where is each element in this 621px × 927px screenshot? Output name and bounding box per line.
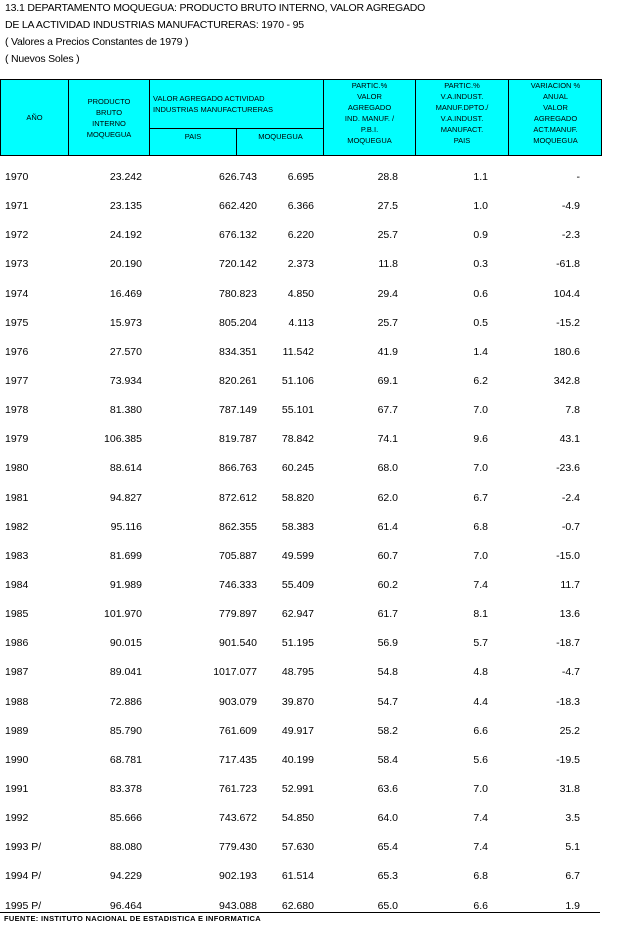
cell-year: 1987 [5, 666, 29, 679]
cell-year: 1980 [5, 462, 29, 475]
cell-year: 1977 [5, 374, 29, 387]
cell-pais: 872.612 [219, 491, 257, 504]
cell-p2: 1.4 [473, 345, 488, 358]
cell-p2: 7.4 [473, 578, 488, 591]
header-pbi [69, 80, 150, 155]
cell-year: 1975 [5, 316, 29, 329]
cell-p1: 60.7 [377, 549, 398, 562]
header-line: PARTIC.% [351, 81, 388, 90]
cell-moq: 54.850 [281, 812, 314, 825]
cell-p1: 65.4 [377, 841, 398, 854]
cell-pais: 866.763 [219, 462, 257, 475]
cell-pbi: 23.242 [109, 171, 142, 183]
table-row [0, 778, 602, 807]
cell-pais: 717.435 [219, 753, 257, 766]
table-row [0, 603, 602, 632]
header-line: VALOR AGREGADO ACTIVIDAD [153, 94, 265, 103]
cell-p1: 54.7 [377, 695, 398, 708]
cell-p2: 7.4 [473, 841, 488, 854]
cell-p1: 74.1 [377, 433, 398, 446]
cell-year: 1986 [5, 637, 29, 650]
header-line: VARIACION % [530, 81, 581, 90]
cell-var: 43.1 [559, 433, 580, 446]
cell-var: 6.7 [565, 870, 580, 883]
table-row [0, 574, 602, 603]
cell-moq: 48.795 [281, 666, 314, 679]
cell-var: 3.5 [565, 812, 580, 825]
cell-pais: 779.430 [219, 841, 257, 854]
title-line-3: ( Valores a Precios Constantes de 1979 ) [5, 36, 189, 48]
cell-pais: 720.142 [219, 258, 257, 271]
cell-pbi: 20.190 [109, 258, 142, 271]
table-row [0, 370, 602, 399]
cell-moq: 51.106 [281, 374, 314, 387]
header-line: AGREGADO [533, 114, 578, 123]
cell-year: 1984 [5, 578, 29, 591]
cell-year: 1995 P/ [5, 899, 42, 912]
cell-moq: 57.630 [281, 841, 314, 854]
header-line: MOQUEGUA [533, 136, 578, 145]
table-row [0, 399, 602, 428]
document-title [5, 0, 425, 68]
cell-p2: 9.6 [473, 433, 488, 446]
table-row [0, 224, 602, 253]
cell-moq: 4.850 [287, 287, 314, 300]
cell-year: 1971 [5, 200, 29, 213]
cell-pbi: 85.666 [109, 812, 142, 825]
header-partic-pbi [324, 80, 416, 155]
cell-pbi: 27.570 [109, 345, 142, 358]
cell-p1: 63.6 [377, 782, 398, 795]
cell-var: -23.6 [556, 462, 580, 475]
header-line: IND. MANUF. / [344, 114, 395, 123]
table-row [0, 428, 602, 457]
cell-pbi: 94.827 [109, 491, 142, 504]
cell-pais: 743.672 [219, 812, 257, 825]
cell-var: -4.7 [561, 666, 580, 679]
cell-year: 1988 [5, 695, 29, 708]
header-line: P.B.I. [360, 125, 379, 134]
table-row [0, 720, 602, 749]
cell-pais: 626.743 [219, 171, 257, 183]
cell-var: -4.9 [561, 200, 580, 213]
cell-p2: 5.6 [473, 753, 488, 766]
header-line: MANUFACT. [440, 125, 484, 134]
cell-var: -2.3 [561, 229, 580, 242]
cell-p2: 0.3 [473, 258, 488, 271]
cell-moq: 51.195 [281, 637, 314, 650]
header-line: PRODUCTO [87, 96, 131, 106]
cell-moq: 6.220 [287, 229, 314, 242]
cell-year: 1973 [5, 258, 29, 271]
header-line: PARTIC.% [444, 81, 480, 90]
cell-pbi: 72.886 [109, 695, 142, 708]
cell-p2: 4.8 [473, 666, 488, 679]
header-line: PAIS [453, 136, 471, 145]
cell-moq: 78.842 [281, 433, 314, 446]
header-line: VALOR [543, 103, 568, 112]
cell-year: 1991 [5, 782, 29, 795]
cell-p1: 61.4 [377, 520, 398, 533]
cell-var: 13.6 [559, 608, 580, 621]
cell-var: -2.4 [561, 491, 580, 504]
table-row [0, 691, 602, 720]
title-line-1: 13.1 DEPARTAMENTO MOQUEGUA: PRODUCTO BRUTO INTERNO, VALOR AGREGADO [5, 2, 426, 14]
cell-pbi: 23.135 [109, 200, 142, 213]
cell-pais: 746.333 [219, 578, 257, 591]
table-body [0, 166, 602, 924]
cell-p1: 60.2 [377, 578, 398, 591]
table-row [0, 283, 602, 312]
cell-p1: 61.7 [377, 608, 398, 621]
header-line: INTERNO [92, 118, 126, 128]
cell-var: 342.8 [553, 374, 580, 387]
cell-var: -61.8 [556, 258, 580, 271]
cell-p2: 8.1 [473, 608, 488, 621]
cell-pais: 819.787 [219, 433, 257, 446]
cell-p2: 7.0 [473, 404, 488, 417]
cell-year: 1970 [5, 171, 29, 183]
cell-pbi: 96.464 [109, 899, 142, 912]
cell-pbi: 101.970 [104, 608, 142, 621]
cell-p1: 64.0 [377, 812, 398, 825]
cell-p2: 6.8 [473, 520, 488, 533]
cell-var: 180.6 [553, 345, 580, 358]
cell-var: - [576, 171, 580, 183]
cell-pbi: 24.192 [109, 229, 142, 242]
cell-p2: 0.9 [473, 229, 488, 242]
cell-pbi: 81.699 [109, 549, 142, 562]
title-line-4: ( Nuevos Soles ) [5, 53, 80, 65]
cell-pais: 943.088 [219, 899, 257, 912]
table-row [0, 312, 602, 341]
cell-year: 1979 [5, 433, 29, 446]
cell-pais: 676.132 [219, 229, 257, 242]
cell-moq: 55.101 [281, 404, 314, 417]
header-va-moquegua: MOQUEGUA [237, 128, 324, 155]
cell-year: 1994 P/ [5, 870, 42, 883]
cell-p1: 41.9 [377, 345, 398, 358]
cell-p1: 54.8 [377, 666, 398, 679]
cell-p1: 11.8 [378, 258, 398, 271]
cell-moq: 52.991 [281, 782, 314, 795]
cell-pais: 780.823 [219, 287, 257, 300]
cell-var: -0.7 [561, 520, 580, 533]
table-row [0, 632, 602, 661]
cell-pais: 705.887 [219, 549, 257, 562]
cell-moq: 55.409 [281, 578, 314, 591]
cell-var: 1.9 [565, 899, 580, 912]
cell-pais: 662.420 [219, 200, 257, 213]
cell-year: 1990 [5, 753, 29, 766]
header-line: V.A.INDUST. [440, 92, 484, 101]
cell-pbi: 106.385 [104, 433, 142, 446]
table-row [0, 487, 602, 516]
cell-var: -19.5 [556, 753, 580, 766]
header-year: AÑO [1, 80, 69, 155]
cell-pais: 787.149 [219, 404, 257, 417]
cell-moq: 11.542 [282, 345, 314, 358]
cell-p1: 68.0 [377, 462, 398, 475]
header-line: ACT.MANUF. [533, 125, 578, 134]
cell-year: 1978 [5, 404, 29, 417]
cell-var: 25.2 [559, 724, 580, 737]
table-row [0, 807, 602, 836]
cell-moq: 49.599 [281, 549, 314, 562]
cell-moq: 6.695 [287, 171, 314, 183]
cell-year: 1976 [5, 345, 29, 358]
cell-year: 1983 [5, 549, 29, 562]
cell-pbi: 91.989 [109, 578, 142, 591]
title-line-2: DE LA ACTIVIDAD INDUSTRIAS MANUFACTURERAS: 1970 - 95 [5, 19, 304, 31]
cell-p2: 6.6 [473, 724, 488, 737]
cell-p1: 62.0 [377, 491, 398, 504]
cell-moq: 62.680 [281, 899, 314, 912]
cell-year: 1974 [5, 287, 29, 300]
header-line: VALOR [357, 92, 382, 101]
cell-p2: 6.2 [473, 374, 488, 387]
header-va-group [150, 80, 324, 155]
cell-moq: 58.820 [281, 491, 314, 504]
cell-pais: 902.193 [219, 870, 257, 883]
cell-p1: 65.0 [377, 899, 398, 912]
footer-source: FUENTE: INSTITUTO NACIONAL DE ESTADISTICA E INFORMATICA [4, 914, 261, 923]
cell-pais: 761.723 [219, 782, 257, 795]
header-line: BRUTO [95, 107, 123, 117]
cell-var: 11.7 [560, 578, 580, 591]
cell-moq: 2.373 [287, 258, 314, 271]
cell-pais: 1017.077 [213, 666, 257, 679]
cell-pais: 761.609 [219, 724, 257, 737]
table-row [0, 166, 602, 195]
cell-moq: 39.870 [281, 695, 314, 708]
table-row [0, 516, 602, 545]
cell-p2: 7.4 [473, 812, 488, 825]
cell-moq: 58.383 [281, 520, 314, 533]
cell-p2: 7.0 [473, 549, 488, 562]
header-line: MANUF.DPTO./ [435, 103, 489, 112]
cell-p2: 0.6 [473, 287, 488, 300]
cell-pbi: 83.378 [109, 782, 142, 795]
cell-pbi: 89.041 [109, 666, 142, 679]
cell-pais: 901.540 [219, 637, 257, 650]
cell-moq: 49.917 [281, 724, 314, 737]
cell-var: -15.0 [556, 549, 580, 562]
cell-moq: 60.245 [281, 462, 314, 475]
cell-p1: 67.7 [377, 404, 398, 417]
cell-moq: 6.366 [287, 200, 314, 213]
cell-p1: 58.2 [377, 724, 398, 737]
cell-p2: 0.5 [473, 316, 488, 329]
header-line: MOQUEGUA [86, 129, 132, 139]
cell-moq: 4.113 [288, 316, 314, 329]
cell-p2: 1.1 [473, 171, 488, 183]
cell-var: -18.3 [556, 695, 580, 708]
cell-var: 7.8 [565, 404, 580, 417]
cell-pbi: 88.614 [109, 462, 142, 475]
cell-p1: 27.5 [377, 200, 398, 213]
cell-p1: 29.4 [377, 287, 398, 300]
cell-pbi: 81.380 [109, 404, 142, 417]
cell-year: 1992 [5, 812, 29, 825]
footer-divider [0, 912, 600, 913]
table-row [0, 661, 602, 690]
cell-p2: 5.7 [473, 637, 488, 650]
cell-moq: 62.947 [281, 608, 314, 621]
cell-var: -15.2 [556, 316, 580, 329]
header-line: V.A.INDUST. [440, 114, 484, 123]
table-row [0, 545, 602, 574]
cell-pais: 862.355 [219, 520, 257, 533]
table-row [0, 253, 602, 282]
cell-p1: 69.1 [377, 374, 398, 387]
table-row [0, 457, 602, 486]
cell-pbi: 95.116 [110, 520, 142, 533]
header-line: INDUSTRIAS MANUFACTURERAS [153, 105, 274, 114]
header-variacion [509, 80, 602, 155]
cell-moq: 40.199 [281, 753, 314, 766]
cell-year: 1989 [5, 724, 29, 737]
cell-var: 31.8 [559, 782, 580, 795]
table-header [0, 79, 602, 156]
cell-var: -18.7 [556, 637, 580, 650]
cell-p2: 7.0 [473, 782, 488, 795]
cell-p1: 28.8 [377, 171, 398, 183]
cell-year: 1972 [5, 229, 29, 242]
cell-pbi: 15.973 [109, 316, 142, 329]
cell-pais: 805.204 [219, 316, 257, 329]
cell-p2: 7.0 [473, 462, 488, 475]
cell-var: 104.4 [553, 287, 580, 300]
header-line: AGREGADO [347, 103, 392, 112]
cell-year: 1985 [5, 608, 29, 621]
cell-year: 1993 P/ [5, 841, 42, 854]
cell-p2: 6.8 [473, 870, 488, 883]
table-row [0, 836, 602, 865]
cell-p1: 56.9 [377, 637, 398, 650]
cell-pbi: 73.934 [109, 374, 142, 387]
table-row [0, 341, 602, 370]
cell-year: 1981 [5, 491, 29, 504]
cell-p1: 25.7 [377, 316, 398, 329]
cell-p1: 25.7 [377, 229, 398, 242]
cell-pbi: 16.469 [109, 287, 142, 300]
cell-p2: 1.0 [473, 200, 488, 213]
cell-year: 1982 [5, 520, 29, 533]
cell-pais: 779.897 [219, 608, 257, 621]
header-line: ANUAL [542, 92, 568, 101]
header-va-pais: PAIS [150, 128, 237, 155]
cell-pais: 820.261 [219, 374, 257, 387]
table-row [0, 749, 602, 778]
table-row [0, 865, 602, 894]
cell-p2: 4.4 [473, 695, 488, 708]
header-line: MOQUEGUA [347, 136, 392, 145]
cell-pais: 903.079 [219, 695, 257, 708]
cell-var: 5.1 [565, 841, 580, 854]
cell-pbi: 90.015 [109, 637, 142, 650]
cell-pais: 834.351 [219, 345, 257, 358]
cell-pbi: 94.229 [109, 870, 142, 883]
cell-p2: 6.7 [473, 491, 488, 504]
table-row [0, 195, 602, 224]
cell-pbi: 88.080 [109, 841, 142, 854]
cell-pbi: 68.781 [109, 753, 142, 766]
cell-pbi: 85.790 [109, 724, 142, 737]
cell-p1: 58.4 [377, 753, 398, 766]
cell-p2: 6.6 [473, 899, 488, 912]
cell-moq: 61.514 [281, 870, 314, 883]
header-partic-pais [416, 80, 509, 155]
cell-p1: 65.3 [377, 870, 398, 883]
